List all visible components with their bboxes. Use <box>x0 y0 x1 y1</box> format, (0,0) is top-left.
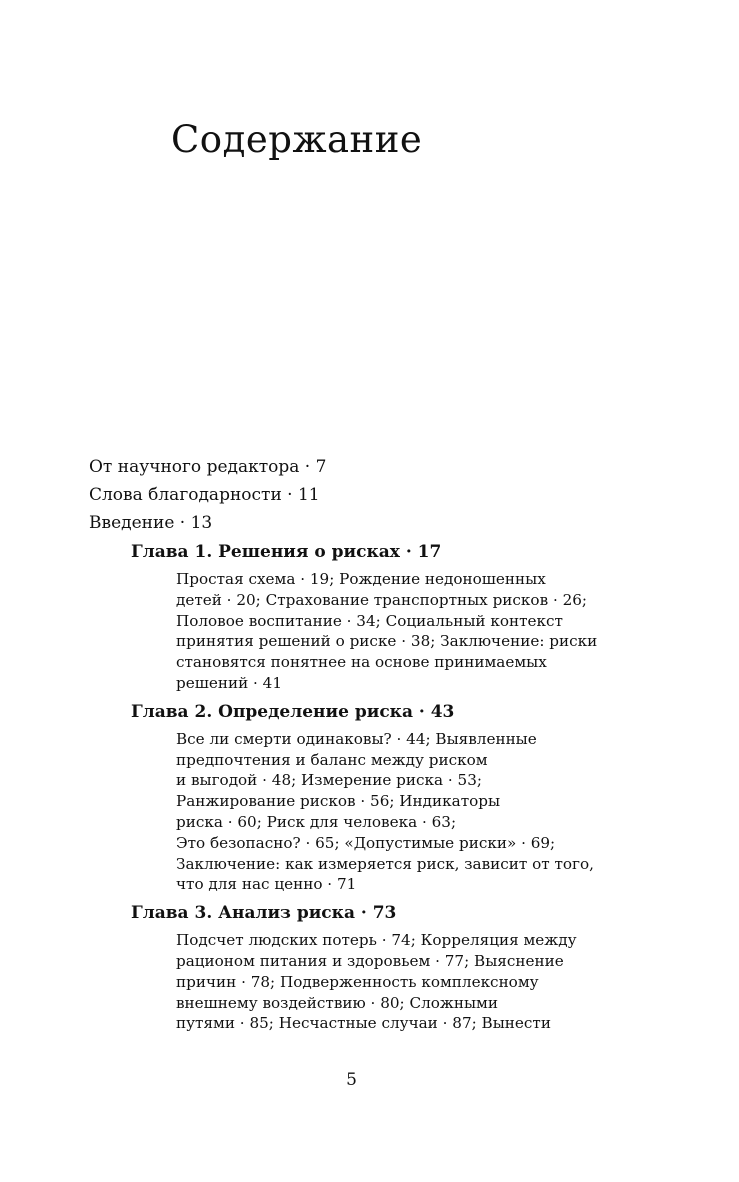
section-line: детей · 20; Страхование транспортных рисков · 26; <box>176 590 588 609</box>
page-number: 5 <box>346 1070 357 1090</box>
toc-front-item: Введение · 13 <box>89 513 213 533</box>
section-line: внешнему воздействию · 80; Сложными <box>176 993 498 1012</box>
section-line: что для нас ценно · 71 <box>176 875 357 894</box>
chapter-title: Глава 2. Определение риска · 43 <box>131 701 455 722</box>
section-line: решений · 41 <box>176 673 282 692</box>
section-line: Все ли смерти одинаковы? · 44; Выявленные <box>176 729 537 748</box>
section-line: становятся понятнее на основе принимаемых <box>176 653 547 672</box>
section-line: и выгодой · 48; Измерение риска · 53; <box>176 771 482 790</box>
page-title: Содержание <box>171 118 423 161</box>
section-line: Ранжирование рисков · 56; Индикаторы <box>176 792 501 811</box>
section-line: Заключение: как измеряется риск, зависит от того, <box>176 854 594 873</box>
section-line: риска · 60; Риск для человека · 63; <box>176 812 457 831</box>
section-line: рационом питания и здоровьем · 77; Выяснение <box>176 951 564 970</box>
toc-chapter-1 <box>131 538 649 694</box>
section-line: предпочтения и баланс между риском <box>176 750 488 769</box>
toc-front-item: От научного редактора · 7 <box>89 457 327 477</box>
section-line: путями · 85; Несчастные случаи · 87; Вынести <box>176 1014 551 1033</box>
section-line: Половое воспитание · 34; Социальный контекст <box>176 611 563 630</box>
toc-chapter-3 <box>131 899 649 1034</box>
section-line: принятия решений о риске · 38; Заключение: риски <box>176 632 598 651</box>
chapter-sections <box>176 729 649 895</box>
chapter-sections <box>176 569 649 694</box>
chapter-title: Глава 3. Анализ риска · 73 <box>131 903 397 924</box>
toc-chapter-2 <box>131 698 649 895</box>
table-of-contents <box>89 453 649 1038</box>
section-line: Простая схема · 19; Рождение недоношенных <box>176 570 546 588</box>
section-line: Подсчет людских потерь · 74; Корреляция между <box>176 931 577 950</box>
section-line: причин · 78; Подверженность комплексному <box>176 972 539 991</box>
chapter-sections <box>176 930 649 1034</box>
toc-front-item: Слова благодарности · 11 <box>89 485 320 505</box>
chapter-title: Глава 1. Решения о рисках · 17 <box>131 542 442 562</box>
section-line: Это безопасно? · 65; «Допустимые риски» · 69; <box>176 833 556 852</box>
